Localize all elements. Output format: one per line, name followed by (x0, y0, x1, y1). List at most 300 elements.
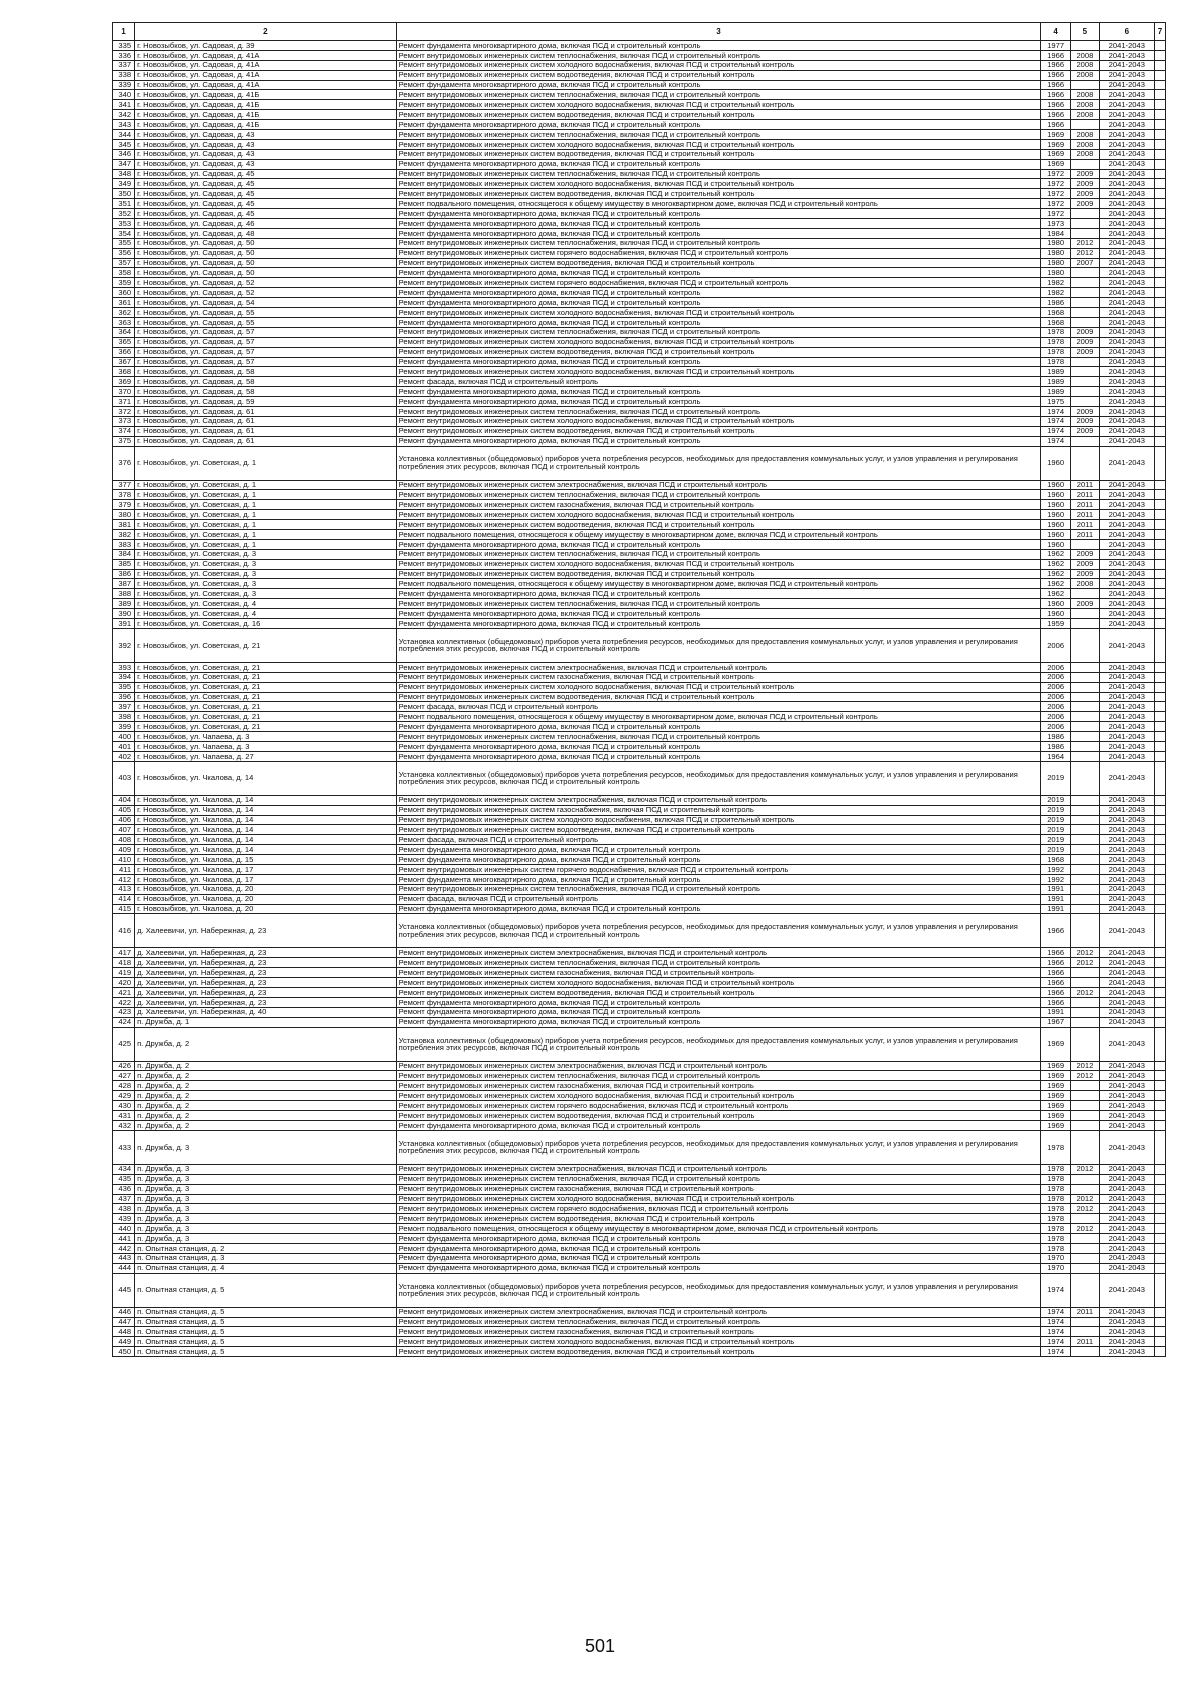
address-cell: г. Новозыбков, ул. Садовая, д. 46 (135, 219, 397, 229)
last-repair-year-cell (1071, 1234, 1100, 1244)
address-cell: г. Новозыбков, ул. Советская, д. 1 (135, 520, 397, 530)
last-repair-year-cell (1071, 120, 1100, 130)
last-repair-year-cell: 2009 (1071, 406, 1100, 416)
build-year-cell: 1989 (1041, 387, 1071, 397)
work-type-cell: Ремонт подвального помещения, относящегося к общему имуществу в многоквартирном доме, включая ПСД и строительный контроль (396, 1224, 1041, 1234)
work-type-cell: Ремонт подвального помещения, относящегося к общему имуществу в многоквартирном доме, включая ПСД и строительный контроль (396, 199, 1041, 209)
build-year-cell: 1969 (1041, 1061, 1071, 1071)
empty-cell (1154, 1120, 1165, 1130)
empty-cell (1154, 520, 1165, 530)
repair-program-sheet (112, 22, 1166, 1357)
table-row (113, 761, 1166, 795)
table-row (113, 327, 1166, 337)
last-repair-year-cell (1071, 228, 1100, 238)
last-repair-year-cell (1071, 1273, 1100, 1307)
address-cell: г. Новозыбков, ул. Чапаева, д. 27 (135, 751, 397, 761)
empty-cell (1154, 618, 1165, 628)
row-number: 439 (113, 1214, 135, 1224)
address-cell: п. Дружба, д. 3 (135, 1234, 397, 1244)
build-year-cell: 1986 (1041, 732, 1071, 742)
planned-period-cell: 2041-2043 (1099, 618, 1154, 628)
address-cell: г. Новозыбков, ул. Садовая, д. 43 (135, 130, 397, 140)
table-row (113, 426, 1166, 436)
last-repair-year-cell (1071, 1111, 1100, 1121)
table-row (113, 1007, 1166, 1017)
build-year-cell: 1974 (1041, 1337, 1071, 1347)
planned-period-cell: 2041-2043 (1099, 80, 1154, 90)
last-repair-year-cell (1071, 1253, 1100, 1263)
empty-cell (1154, 228, 1165, 238)
last-repair-year-cell (1071, 914, 1100, 948)
empty-cell (1154, 884, 1165, 894)
planned-period-cell: 2041-2043 (1099, 41, 1154, 51)
address-cell: г. Новозыбков, ул. Чкалова, д. 14 (135, 835, 397, 845)
table-row (113, 130, 1166, 140)
address-cell: г. Новозыбков, ул. Советская, д. 16 (135, 618, 397, 628)
last-repair-year-cell (1071, 742, 1100, 752)
table-row (113, 835, 1166, 845)
planned-period-cell: 2041-2043 (1099, 662, 1154, 672)
work-type-cell: Ремонт фундамента многоквартирного дома, включая ПСД и строительный контроль (396, 997, 1041, 1007)
build-year-cell: 1978 (1041, 1194, 1071, 1204)
row-number: 381 (113, 520, 135, 530)
work-type-cell: Ремонт фундамента многоквартирного дома, включая ПСД и строительный контроль (396, 845, 1041, 855)
planned-period-cell: 2041-2043 (1099, 1224, 1154, 1234)
address-cell: г. Новозыбков, ул. Советская, д. 21 (135, 662, 397, 672)
planned-period-cell: 2041-2043 (1099, 692, 1154, 702)
row-number: 435 (113, 1174, 135, 1184)
build-year-cell: 1960 (1041, 609, 1071, 619)
address-cell: д. Халеевичи, ул. Набережная, д. 40 (135, 1007, 397, 1017)
build-year-cell: 1984 (1041, 228, 1071, 238)
planned-period-cell: 2041-2043 (1099, 1234, 1154, 1244)
build-year-cell: 1962 (1041, 549, 1071, 559)
build-year-cell: 1966 (1041, 958, 1071, 968)
row-number: 375 (113, 436, 135, 446)
row-number: 353 (113, 219, 135, 229)
row-number: 374 (113, 426, 135, 436)
work-type-cell: Ремонт внутридомовых инженерных систем теплоснабжения, включая ПСД и строительный контроль (396, 238, 1041, 248)
planned-period-cell: 2041-2043 (1099, 579, 1154, 589)
work-type-cell: Ремонт внутридомовых инженерных систем теплоснабжения, включая ПСД и строительный контроль (396, 406, 1041, 416)
empty-cell (1154, 298, 1165, 308)
build-year-cell: 1978 (1041, 1184, 1071, 1194)
planned-period-cell: 2041-2043 (1099, 60, 1154, 70)
build-year-cell: 2019 (1041, 795, 1071, 805)
build-year-cell: 2006 (1041, 672, 1071, 682)
empty-cell (1154, 742, 1165, 752)
work-type-cell: Ремонт внутридомовых инженерных систем теплоснабжения, включая ПСД и строительный контроль (396, 958, 1041, 968)
address-cell: г. Новозыбков, ул. Чапаева, д. 3 (135, 742, 397, 752)
table-row (113, 1101, 1166, 1111)
row-number: 384 (113, 549, 135, 559)
last-repair-year-cell: 2009 (1071, 179, 1100, 189)
planned-period-cell: 2041-2043 (1099, 1027, 1154, 1061)
planned-period-cell: 2041-2043 (1099, 50, 1154, 60)
last-repair-year-cell: 2009 (1071, 426, 1100, 436)
row-number: 411 (113, 865, 135, 875)
row-number: 419 (113, 968, 135, 978)
address-cell: г. Новозыбков, ул. Садовая, д. 58 (135, 387, 397, 397)
table-row (113, 416, 1166, 426)
work-type-cell: Ремонт фундамента многоквартирного дома, включая ПСД и строительный контроль (396, 751, 1041, 761)
address-cell: г. Новозыбков, ул. Советская, д. 4 (135, 599, 397, 609)
address-cell: г. Новозыбков, ул. Чкалова, д. 14 (135, 761, 397, 795)
address-cell: г. Новозыбков, ул. Садовая, д. 45 (135, 199, 397, 209)
row-number: 438 (113, 1204, 135, 1214)
planned-period-cell: 2041-2043 (1099, 702, 1154, 712)
empty-cell (1154, 139, 1165, 149)
address-cell: п. Опытная станция, д. 4 (135, 1263, 397, 1273)
last-repair-year-cell (1071, 1081, 1100, 1091)
empty-cell (1154, 712, 1165, 722)
row-number: 405 (113, 805, 135, 815)
address-cell: г. Новозыбков, ул. Советская, д. 21 (135, 682, 397, 692)
build-year-cell: 1964 (1041, 751, 1071, 761)
row-number: 432 (113, 1120, 135, 1130)
row-number: 354 (113, 228, 135, 238)
row-number: 404 (113, 795, 135, 805)
build-year-cell: 1974 (1041, 1273, 1071, 1307)
row-number: 391 (113, 618, 135, 628)
work-type-cell: Ремонт подвального помещения, относящегося к общему имуществу в многоквартирном доме, включая ПСД и строительный контроль (396, 712, 1041, 722)
build-year-cell: 1966 (1041, 948, 1071, 958)
address-cell: г. Новозыбков, ул. Садовая, д. 45 (135, 189, 397, 199)
work-type-cell: Ремонт фундамента многоквартирного дома, включая ПСД и строительный контроль (396, 1007, 1041, 1017)
empty-cell (1154, 347, 1165, 357)
empty-cell (1154, 308, 1165, 318)
table-row (113, 347, 1166, 357)
address-cell: г. Новозыбков, ул. Садовая, д. 41А (135, 50, 397, 60)
empty-cell (1154, 130, 1165, 140)
empty-cell (1154, 1214, 1165, 1224)
address-cell: п. Дружба, д. 3 (135, 1224, 397, 1234)
table-row (113, 1120, 1166, 1130)
build-year-cell: 1989 (1041, 377, 1071, 387)
address-cell: г. Новозыбков, ул. Советская, д. 1 (135, 510, 397, 520)
empty-cell (1154, 90, 1165, 100)
row-number: 350 (113, 189, 135, 199)
work-type-cell: Ремонт внутридомовых инженерных систем водоотведения, включая ПСД и строительный контроль (396, 110, 1041, 120)
row-number: 380 (113, 510, 135, 520)
work-type-cell: Ремонт фундамента многоквартирного дома, включая ПСД и строительный контроль (396, 722, 1041, 732)
work-type-cell: Ремонт внутридомовых инженерных систем газоснабжения, включая ПСД и строительный контроль (396, 1184, 1041, 1194)
planned-period-cell: 2041-2043 (1099, 894, 1154, 904)
table-row (113, 579, 1166, 589)
address-cell: г. Новозыбков, ул. Чкалова, д. 14 (135, 795, 397, 805)
empty-cell (1154, 997, 1165, 1007)
work-type-cell: Ремонт внутридомовых инженерных систем электроснабжения, включая ПСД и строительный контроль (396, 1061, 1041, 1071)
build-year-cell: 1991 (1041, 884, 1071, 894)
last-repair-year-cell (1071, 968, 1100, 978)
planned-period-cell: 2041-2043 (1099, 1184, 1154, 1194)
build-year-cell: 1968 (1041, 317, 1071, 327)
table-row (113, 874, 1166, 884)
last-repair-year-cell (1071, 795, 1100, 805)
table-row (113, 298, 1166, 308)
row-number: 412 (113, 874, 135, 884)
work-type-cell: Ремонт фундамента многоквартирного дома, включая ПСД и строительный контроль (396, 268, 1041, 278)
table-row (113, 997, 1166, 1007)
work-type-cell: Ремонт фундамента многоквартирного дома, включая ПСД и строительный контроль (396, 120, 1041, 130)
address-cell: г. Новозыбков, ул. Садовая, д. 61 (135, 416, 397, 426)
planned-period-cell: 2041-2043 (1099, 1243, 1154, 1253)
planned-period-cell: 2041-2043 (1099, 795, 1154, 805)
empty-cell (1154, 60, 1165, 70)
work-type-cell: Ремонт фундамента многоквартирного дома, включая ПСД и строительный контроль (396, 387, 1041, 397)
empty-cell (1154, 219, 1165, 229)
build-year-cell: 1966 (1041, 80, 1071, 90)
work-type-cell: Ремонт внутридомовых инженерных систем водоотведения, включая ПСД и строительный контроль (396, 1347, 1041, 1357)
planned-period-cell: 2041-2043 (1099, 436, 1154, 446)
last-repair-year-cell: 2008 (1071, 139, 1100, 149)
table-row (113, 845, 1166, 855)
address-cell: г. Новозыбков, ул. Садовая, д. 50 (135, 238, 397, 248)
empty-cell (1154, 169, 1165, 179)
row-number: 398 (113, 712, 135, 722)
planned-period-cell: 2041-2043 (1099, 347, 1154, 357)
build-year-cell: 1972 (1041, 169, 1071, 179)
empty-cell (1154, 609, 1165, 619)
address-cell: г. Новозыбков, ул. Садовая, д. 58 (135, 367, 397, 377)
build-year-cell: 1969 (1041, 159, 1071, 169)
last-repair-year-cell (1071, 628, 1100, 662)
work-type-cell: Ремонт внутридомовых инженерных систем холодного водоснабжения, включая ПСД и строительный контроль (396, 1194, 1041, 1204)
table-row (113, 722, 1166, 732)
address-cell: д. Халеевичи, ул. Набережная, д. 23 (135, 978, 397, 988)
last-repair-year-cell: 2012 (1071, 238, 1100, 248)
address-cell: г. Новозыбков, ул. Чкалова, д. 17 (135, 865, 397, 875)
build-year-cell: 1974 (1041, 1347, 1071, 1357)
build-year-cell: 1978 (1041, 1204, 1071, 1214)
row-number: 356 (113, 248, 135, 258)
work-type-cell: Ремонт внутридомовых инженерных систем газоснабжения, включая ПСД и строительный контроль (396, 805, 1041, 815)
table-row (113, 539, 1166, 549)
last-repair-year-cell (1071, 308, 1100, 318)
empty-cell (1154, 815, 1165, 825)
work-type-cell: Ремонт фундамента многоквартирного дома, включая ПСД и строительный контроль (396, 1120, 1041, 1130)
row-number: 373 (113, 416, 135, 426)
build-year-cell: 2006 (1041, 662, 1071, 672)
last-repair-year-cell: 2012 (1071, 248, 1100, 258)
build-year-cell: 1969 (1041, 1101, 1071, 1111)
row-number: 357 (113, 258, 135, 268)
build-year-cell: 1969 (1041, 1071, 1071, 1081)
table-row (113, 1017, 1166, 1027)
planned-period-cell: 2041-2043 (1099, 288, 1154, 298)
empty-cell (1154, 702, 1165, 712)
address-cell: г. Новозыбков, ул. Чкалова, д. 14 (135, 845, 397, 855)
empty-cell (1154, 761, 1165, 795)
work-type-cell: Установка коллективных (общедомовых) приборов учета потребления ресурсов, необходимых для предоставления коммунальных услуг, и узлов управления и регулирования потребления этих ресурсов, включая ПСД и строительный контроль (396, 1273, 1041, 1307)
last-repair-year-cell: 2012 (1071, 948, 1100, 958)
last-repair-year-cell: 2009 (1071, 599, 1100, 609)
row-number: 401 (113, 742, 135, 752)
row-number: 422 (113, 997, 135, 1007)
empty-cell (1154, 978, 1165, 988)
row-number: 335 (113, 41, 135, 51)
address-cell: п. Дружба, д. 2 (135, 1111, 397, 1121)
build-year-cell: 2006 (1041, 722, 1071, 732)
last-repair-year-cell: 2008 (1071, 110, 1100, 120)
last-repair-year-cell (1071, 317, 1100, 327)
planned-period-cell: 2041-2043 (1099, 1164, 1154, 1174)
work-type-cell: Ремонт внутридомовых инженерных систем газоснабжения, включая ПСД и строительный контроль (396, 500, 1041, 510)
table-row (113, 490, 1166, 500)
address-cell: г. Новозыбков, ул. Садовая, д. 43 (135, 139, 397, 149)
last-repair-year-cell (1071, 159, 1100, 169)
last-repair-year-cell: 2009 (1071, 199, 1100, 209)
build-year-cell: 1968 (1041, 855, 1071, 865)
empty-cell (1154, 904, 1165, 914)
planned-period-cell: 2041-2043 (1099, 426, 1154, 436)
empty-cell (1154, 357, 1165, 367)
build-year-cell: 1966 (1041, 120, 1071, 130)
table-row (113, 609, 1166, 619)
work-type-cell: Ремонт фундамента многоквартирного дома, включая ПСД и строительный контроль (396, 317, 1041, 327)
build-year-cell: 1969 (1041, 1120, 1071, 1130)
planned-period-cell: 2041-2043 (1099, 988, 1154, 998)
table-row (113, 1174, 1166, 1184)
last-repair-year-cell (1071, 41, 1100, 51)
table-row (113, 41, 1166, 51)
empty-cell (1154, 732, 1165, 742)
row-number: 433 (113, 1130, 135, 1164)
work-type-cell: Ремонт внутридомовых инженерных систем холодного водоснабжения, включая ПСД и строительный контроль (396, 60, 1041, 70)
row-number: 389 (113, 599, 135, 609)
planned-period-cell: 2041-2043 (1099, 100, 1154, 110)
table-row (113, 978, 1166, 988)
address-cell: г. Новозыбков, ул. Садовая, д. 61 (135, 436, 397, 446)
address-cell: г. Новозыбков, ул. Садовая, д. 41А (135, 60, 397, 70)
row-number: 424 (113, 1017, 135, 1027)
table-row (113, 80, 1166, 90)
address-cell: г. Новозыбков, ул. Советская, д. 21 (135, 702, 397, 712)
table-row (113, 618, 1166, 628)
address-cell: г. Новозыбков, ул. Садовая, д. 45 (135, 209, 397, 219)
work-type-cell: Ремонт внутридомовых инженерных систем теплоснабжения, включая ПСД и строительный контроль (396, 50, 1041, 60)
empty-cell (1154, 406, 1165, 416)
table-row (113, 1204, 1166, 1214)
work-type-cell: Ремонт фундамента многоквартирного дома, включая ПСД и строительный контроль (396, 80, 1041, 90)
table-row (113, 209, 1166, 219)
build-year-cell: 2006 (1041, 682, 1071, 692)
planned-period-cell: 2041-2043 (1099, 179, 1154, 189)
row-number: 361 (113, 298, 135, 308)
empty-cell (1154, 1234, 1165, 1244)
planned-period-cell: 2041-2043 (1099, 1174, 1154, 1184)
build-year-cell: 1966 (1041, 60, 1071, 70)
build-year-cell: 1970 (1041, 1263, 1071, 1273)
build-year-cell: 1960 (1041, 599, 1071, 609)
planned-period-cell: 2041-2043 (1099, 169, 1154, 179)
table-row (113, 169, 1166, 179)
table-row (113, 682, 1166, 692)
build-year-cell: 1991 (1041, 904, 1071, 914)
last-repair-year-cell (1071, 855, 1100, 865)
row-number: 372 (113, 406, 135, 416)
last-repair-year-cell (1071, 997, 1100, 1007)
address-cell: п. Дружба, д. 2 (135, 1091, 397, 1101)
empty-cell (1154, 149, 1165, 159)
empty-cell (1154, 377, 1165, 387)
empty-cell (1154, 1224, 1165, 1234)
empty-cell (1154, 367, 1165, 377)
last-repair-year-cell: 2011 (1071, 520, 1100, 530)
planned-period-cell: 2041-2043 (1099, 609, 1154, 619)
planned-period-cell: 2041-2043 (1099, 589, 1154, 599)
build-year-cell: 1978 (1041, 1164, 1071, 1174)
row-number: 360 (113, 288, 135, 298)
last-repair-year-cell (1071, 80, 1100, 90)
address-cell: п. Дружба, д. 3 (135, 1214, 397, 1224)
empty-cell (1154, 1027, 1165, 1061)
last-repair-year-cell: 2011 (1071, 480, 1100, 490)
table-row (113, 742, 1166, 752)
planned-period-cell: 2041-2043 (1099, 672, 1154, 682)
build-year-cell: 1962 (1041, 559, 1071, 569)
last-repair-year-cell: 2007 (1071, 258, 1100, 268)
repair-program-table (112, 22, 1166, 1357)
build-year-cell: 2019 (1041, 815, 1071, 825)
empty-cell (1154, 70, 1165, 80)
planned-period-cell: 2041-2043 (1099, 1204, 1154, 1214)
empty-cell (1154, 50, 1165, 60)
row-number: 346 (113, 149, 135, 159)
work-type-cell: Ремонт фундамента многоквартирного дома, включая ПСД и строительный контроль (396, 159, 1041, 169)
planned-period-cell: 2041-2043 (1099, 268, 1154, 278)
table-row (113, 904, 1166, 914)
address-cell: г. Новозыбков, ул. Чкалова, д. 14 (135, 825, 397, 835)
header-col-4: 4 (1041, 23, 1071, 41)
address-cell: г. Новозыбков, ул. Садовая, д. 41Б (135, 120, 397, 130)
build-year-cell: 1978 (1041, 1130, 1071, 1164)
work-type-cell: Ремонт фасада, включая ПСД и строительный контроль (396, 835, 1041, 845)
empty-cell (1154, 948, 1165, 958)
planned-period-cell: 2041-2043 (1099, 357, 1154, 367)
planned-period-cell: 2041-2043 (1099, 682, 1154, 692)
empty-cell (1154, 1243, 1165, 1253)
last-repair-year-cell: 2011 (1071, 500, 1100, 510)
last-repair-year-cell: 2009 (1071, 569, 1100, 579)
work-type-cell: Ремонт внутридомовых инженерных систем теплоснабжения, включая ПСД и строительный контроль (396, 884, 1041, 894)
row-number: 443 (113, 1253, 135, 1263)
address-cell: г. Новозыбков, ул. Садовая, д. 48 (135, 228, 397, 238)
work-type-cell: Ремонт фундамента многоквартирного дома, включая ПСД и строительный контроль (396, 618, 1041, 628)
planned-period-cell: 2041-2043 (1099, 865, 1154, 875)
work-type-cell: Ремонт внутридомовых инженерных систем теплоснабжения, включая ПСД и строительный контроль (396, 1174, 1041, 1184)
build-year-cell: 1974 (1041, 1317, 1071, 1327)
work-type-cell: Ремонт внутридомовых инженерных систем газоснабжения, включая ПСД и строительный контроль (396, 1327, 1041, 1337)
work-type-cell: Ремонт внутридомовых инженерных систем газоснабжения, включая ПСД и строительный контроль (396, 672, 1041, 682)
build-year-cell: 1974 (1041, 406, 1071, 416)
last-repair-year-cell (1071, 732, 1100, 742)
address-cell: п. Опытная станция, д. 3 (135, 1253, 397, 1263)
build-year-cell: 1980 (1041, 268, 1071, 278)
address-cell: п. Опытная станция, д. 5 (135, 1327, 397, 1337)
last-repair-year-cell: 2009 (1071, 347, 1100, 357)
work-type-cell: Ремонт внутридомовых инженерных систем водоотведения, включая ПСД и строительный контроль (396, 825, 1041, 835)
table-row (113, 988, 1166, 998)
row-number: 414 (113, 894, 135, 904)
table-row (113, 1337, 1166, 1347)
last-repair-year-cell: 2011 (1071, 1337, 1100, 1347)
empty-cell (1154, 894, 1165, 904)
row-number: 445 (113, 1273, 135, 1307)
build-year-cell: 1978 (1041, 1224, 1071, 1234)
row-number: 430 (113, 1101, 135, 1111)
work-type-cell: Ремонт внутридомовых инженерных систем холодного водоснабжения, включая ПСД и строительный контроль (396, 815, 1041, 825)
